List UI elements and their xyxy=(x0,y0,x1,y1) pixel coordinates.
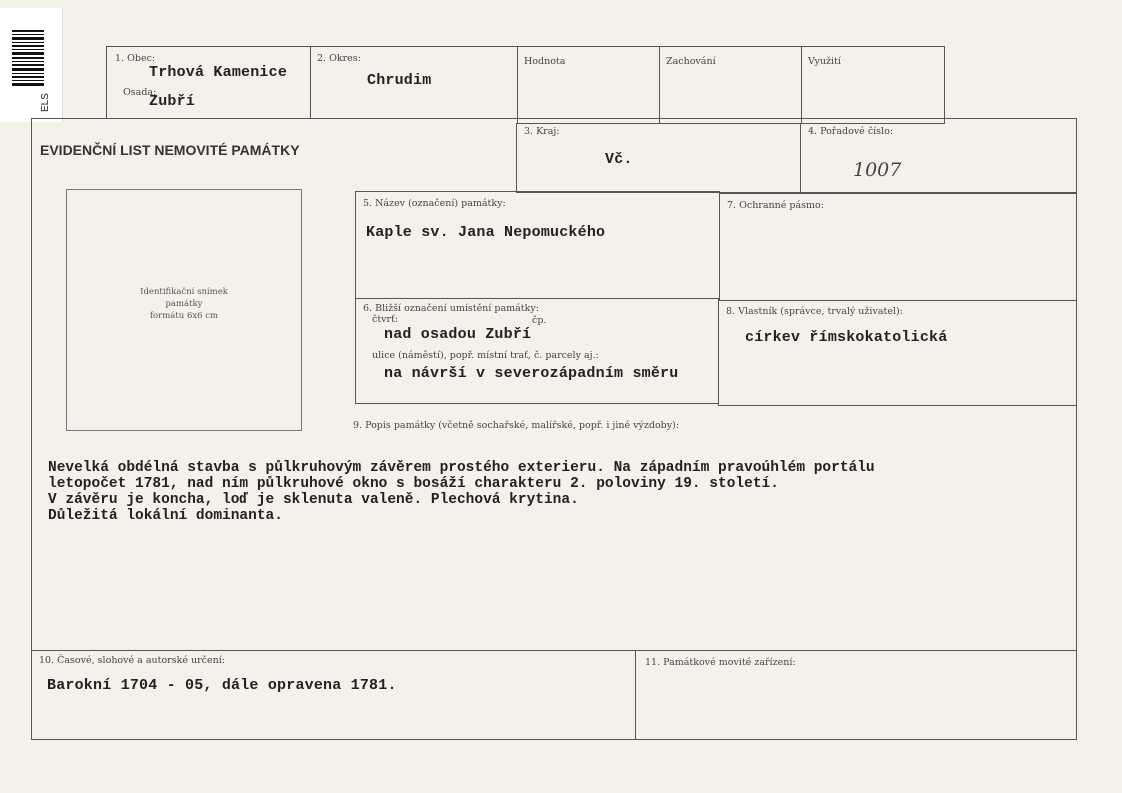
kraj-label: 3. Kraj: xyxy=(524,126,560,137)
vlastnik-label: 8. Vlastník (správce, trvalý uživatel): xyxy=(726,306,903,317)
movite-label: 11. Památkové movité zařízení: xyxy=(645,657,796,668)
nazev-box xyxy=(355,191,720,299)
popis-label: 9. Popis památky (včetně sochařské, malířské, popř. i jiné výzdoby): xyxy=(353,420,680,431)
kraj-value: Vč. xyxy=(605,151,633,168)
barcode-label xyxy=(0,8,63,122)
page-title: EVIDENČNÍ LIST NEMOVITÉ PAMÁTKY xyxy=(40,142,300,158)
hodnota-box xyxy=(517,46,660,124)
vyuziti-box xyxy=(801,46,945,124)
popis-line: Důležitá lokální dominanta. xyxy=(48,508,283,524)
casove-value: Barokní 1704 - 05, dále opravena 1781. xyxy=(47,677,397,694)
vlastnik-value: církev římskokatolická xyxy=(745,329,948,346)
vyuziti-label: Využití xyxy=(808,56,841,67)
umisteni-label: 6. Bližší označení umístění památky: xyxy=(363,303,539,314)
vlastnik-box xyxy=(718,300,1077,406)
cp-label: čp. xyxy=(532,315,547,326)
obec-value: Trhová Kamenice xyxy=(149,64,288,81)
umisteni-value-1: nad osadou Zubří xyxy=(384,326,532,343)
ochranne-box xyxy=(719,193,1077,301)
side-label: ELS xyxy=(40,93,51,112)
hodnota-label: Hodnota xyxy=(524,56,566,67)
kraj-box xyxy=(516,123,801,193)
casove-box xyxy=(31,650,636,740)
obec-box xyxy=(106,46,311,119)
barcode-icon xyxy=(12,30,44,92)
nazev-label: 5. Název (označení) památky: xyxy=(363,198,506,209)
ulice-label: ulice (náměstí), popř. místní trať, č. parcely aj.: xyxy=(372,350,599,361)
okres-value: Chrudim xyxy=(367,72,432,89)
popis-line: Nevelká obdélná stavba s půlkruhovým závěrem prostého exterieru. Na západním pravoúhlém portálu xyxy=(48,460,875,476)
umisteni-box xyxy=(355,298,719,404)
popis-line: letopočet 1781, nad ním půlkruhové okno s bosáží charakteru 2. poloviny 19. století. xyxy=(48,476,779,492)
umisteni-value-2: na návrší v severozápadním směru xyxy=(384,365,679,382)
osada-value: Zubří xyxy=(149,93,196,110)
nazev-value: Kaple sv. Jana Nepomuckého xyxy=(366,224,606,241)
osada-label: Osada: xyxy=(123,87,157,98)
poradove-value: 1007 xyxy=(853,159,902,181)
poradove-box xyxy=(800,123,1077,193)
obec-label: 1. Obec: xyxy=(115,53,156,64)
photo-note: Identifikační snímek památky formátu 6x6 cm xyxy=(140,287,228,321)
ctvrt-label: čtvrť: xyxy=(372,314,399,325)
movite-box xyxy=(635,650,1077,740)
zachovani-label: Zachování xyxy=(666,56,716,67)
zachovani-box xyxy=(659,46,802,124)
okres-box xyxy=(310,46,518,119)
popis-line: V závěru je koncha, loď je sklenuta valeně. Plechová krytina. xyxy=(48,492,579,508)
okres-label: 2. Okres: xyxy=(317,53,361,64)
poradove-label: 4. Pořadové číslo: xyxy=(808,126,894,137)
casove-label: 10. Časové, slohové a autorské určení: xyxy=(39,655,225,666)
ochranne-label: 7. Ochranné pásmo: xyxy=(727,200,824,211)
popis-text xyxy=(48,460,1058,524)
